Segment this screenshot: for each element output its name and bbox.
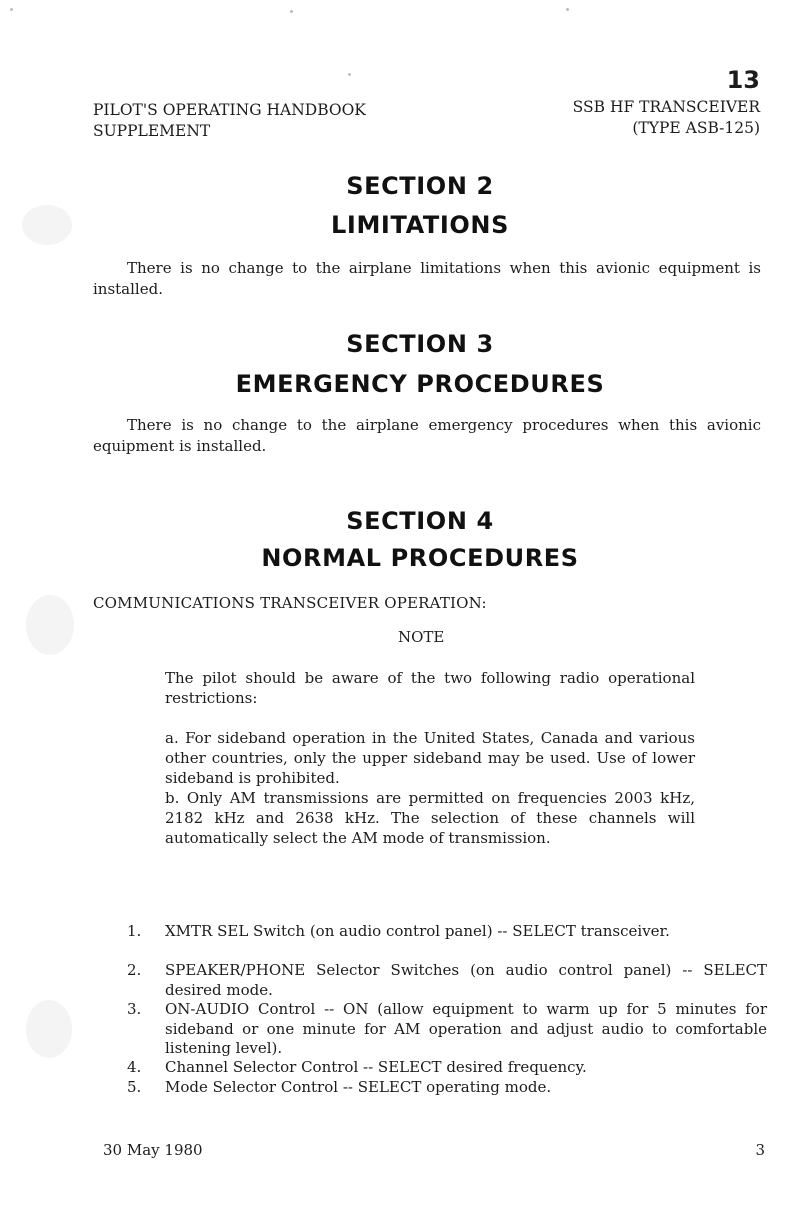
page-number: 3 (755, 1141, 765, 1159)
scan-smudge (26, 1000, 72, 1058)
scan-speck (348, 73, 351, 76)
step-number: 5. (127, 1078, 142, 1096)
section4-title: NORMAL PROCEDURES (261, 544, 579, 572)
section3-number: SECTION 3 (346, 330, 494, 358)
handbook-subtitle: SUPPLEMENT (93, 122, 211, 140)
handbook-title: PILOT'S OPERATING HANDBOOK (93, 101, 366, 119)
note-item-b: b. Only AM transmissions are permitted on frequencies 2003 kHz, 2182 kHz and 2638 kHz. The selection of these channels will automatically select the AM mode of transmission. (165, 789, 695, 847)
procedure-step (127, 1058, 767, 1078)
section2-body: There is no change to the airplane limitations when this avionic equipment is installed. (93, 259, 761, 298)
scan-speck (566, 8, 569, 11)
scan-smudge (26, 595, 74, 655)
scan-speck (10, 8, 13, 11)
note-label: NOTE (398, 628, 445, 646)
step-text: Channel Selector Control -- SELECT desired frequency. (165, 1058, 587, 1076)
comm-operation-heading: COMMUNICATIONS TRANSCEIVER OPERATION: (93, 594, 487, 612)
footer-date: 30 May 1980 (103, 1141, 203, 1159)
procedure-step (127, 961, 767, 1000)
section2-title: LIMITATIONS (331, 211, 509, 239)
procedure-step (127, 1000, 767, 1059)
step-number: 2. (127, 961, 142, 979)
supplement-number: 13 (726, 66, 760, 94)
section3-body: There is no change to the airplane emergency procedures when this avionic equipment is installed. (93, 416, 761, 455)
section3-title: EMERGENCY PROCEDURES (235, 370, 605, 398)
scan-speck (290, 10, 293, 13)
handbook-header (93, 100, 366, 142)
note-intro: The pilot should be aware of the two following radio operational restrictions: (165, 669, 695, 707)
step-number: 4. (127, 1058, 142, 1076)
section4-number: SECTION 4 (346, 507, 494, 535)
procedure-step (127, 1078, 767, 1098)
note-item-a: a. For sideband operation in the United States, Canada and various other countries, only the upper sideband may be used. Use of lower sideband is prohibited. (165, 729, 695, 787)
equipment-title: SSB HF TRANSCEIVER (572, 98, 760, 116)
procedure-step (127, 922, 767, 942)
step-text: XMTR SEL Switch (on audio control panel) -- SELECT transceiver. (165, 922, 670, 940)
equipment-header (573, 97, 760, 139)
equipment-type: (TYPE ASB-125) (632, 119, 760, 137)
step-number: 1. (127, 922, 142, 940)
section2-number: SECTION 2 (346, 172, 494, 200)
step-number: 3. (127, 1000, 142, 1018)
step-text: ON-AUDIO Control -- ON (allow equipment to warm up for 5 minutes for sideband or one minute for AM operation and adjust audio to comfortable listening level). (165, 1000, 767, 1057)
step-text: Mode Selector Control -- SELECT operating mode. (165, 1078, 552, 1096)
step-text: SPEAKER/PHONE Selector Switches (on audio control panel) -- SELECT desired mode. (165, 961, 767, 999)
